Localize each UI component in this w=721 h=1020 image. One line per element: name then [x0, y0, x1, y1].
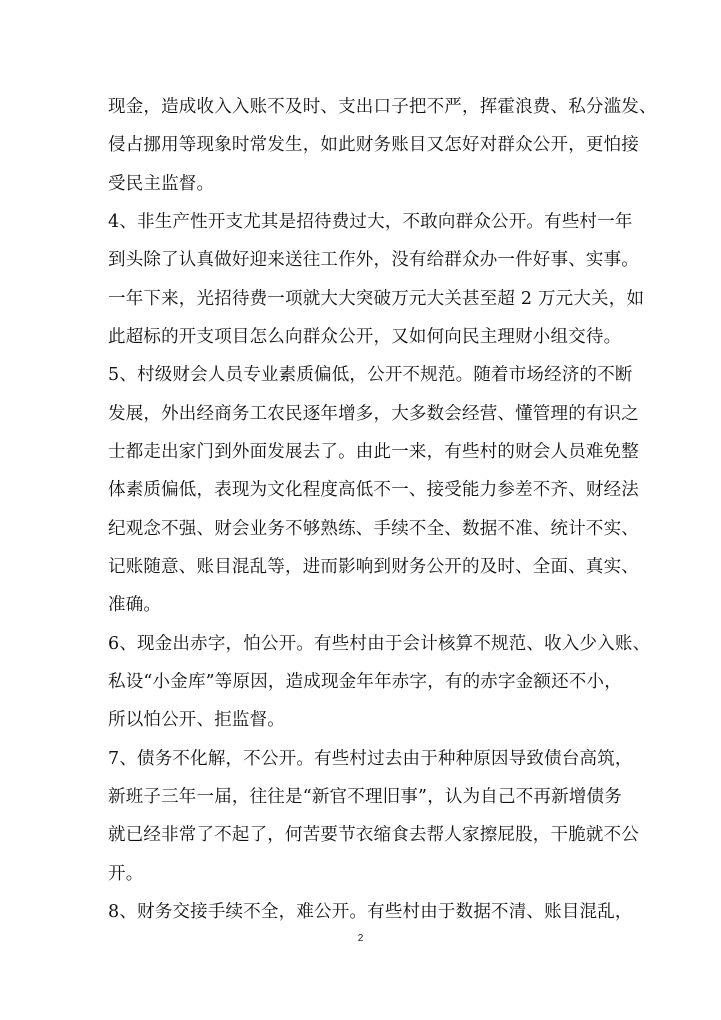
page-number: 2	[357, 933, 364, 944]
text-line: 6、现金出赤字，怕公开。有些村由于会计核算不规范、收入少入账、	[108, 634, 651, 654]
text-line: 就已经非常了不起了，何苦要节衣缩食去帮人家擦屁股，干脆就不公	[108, 825, 639, 845]
text-line: 8、财务交接手续不全，难公开。有些村由于数据不清、账目混乱，	[108, 902, 633, 922]
text-line: 到头除了认真做好迎来送往工作外，没有给群众办一件好事、实事。	[108, 250, 639, 270]
text-line: 4、非生产性开支尤其是招待费过大，不敢向群众公开。有些村一年	[108, 212, 633, 232]
text-line: 所以怕公开、拒监督。	[108, 710, 285, 730]
text-line: 一年下来，光招待费一项就大大突破万元大关甚至超 2 万元大关，如	[108, 289, 645, 309]
text-line: 侵占挪用等现象时常发生，如此财务账目又怎好对群众公开，更怕接	[108, 135, 639, 155]
text-line: 开。	[108, 864, 144, 884]
text-line: 受民主监督。	[108, 174, 215, 194]
text-line: 5、村级财会人员专业素质偏低，公开不规范。随着市场经济的不断	[108, 365, 633, 385]
text-line: 纪观念不强、财会业务不够熟练、手续不全、数据不准、统计不实、	[108, 519, 639, 539]
text-line: 士都走出家门到外面发展去了。由此一来，有些村的财会人员难免整	[108, 442, 639, 462]
text-line: 私设“小金库”等原因，造成现金年年赤字，有的赤字金额还不小，	[108, 672, 622, 692]
text-line: 此超标的开支项目怎么向群众公开，又如何向民主理财小组交待。	[108, 327, 622, 347]
text-line: 发展，外出经商务工农民逐年增多，大多数会经营、懂管理的有识之	[108, 404, 639, 424]
text-line: 现金，造成收入入账不及时、支出口子把不严，挥霍浪费、私分滥发、	[108, 97, 657, 117]
text-line: 记账随意、账目混乱等，进而影响到财务公开的及时、全面、真实、	[108, 557, 639, 577]
text-line: 7、债务不化解，不公开。有些村过去由于种种原因导致债台高筑，	[108, 749, 633, 769]
text-line: 准确。	[108, 595, 162, 615]
text-line: 新班子三年一届，往往是“新官不理旧事”，认为自己不再新增债务	[108, 787, 622, 807]
text-line: 体素质偏低，表现为文化程度高低不一、接受能力参差不齐、财经法	[108, 480, 639, 500]
